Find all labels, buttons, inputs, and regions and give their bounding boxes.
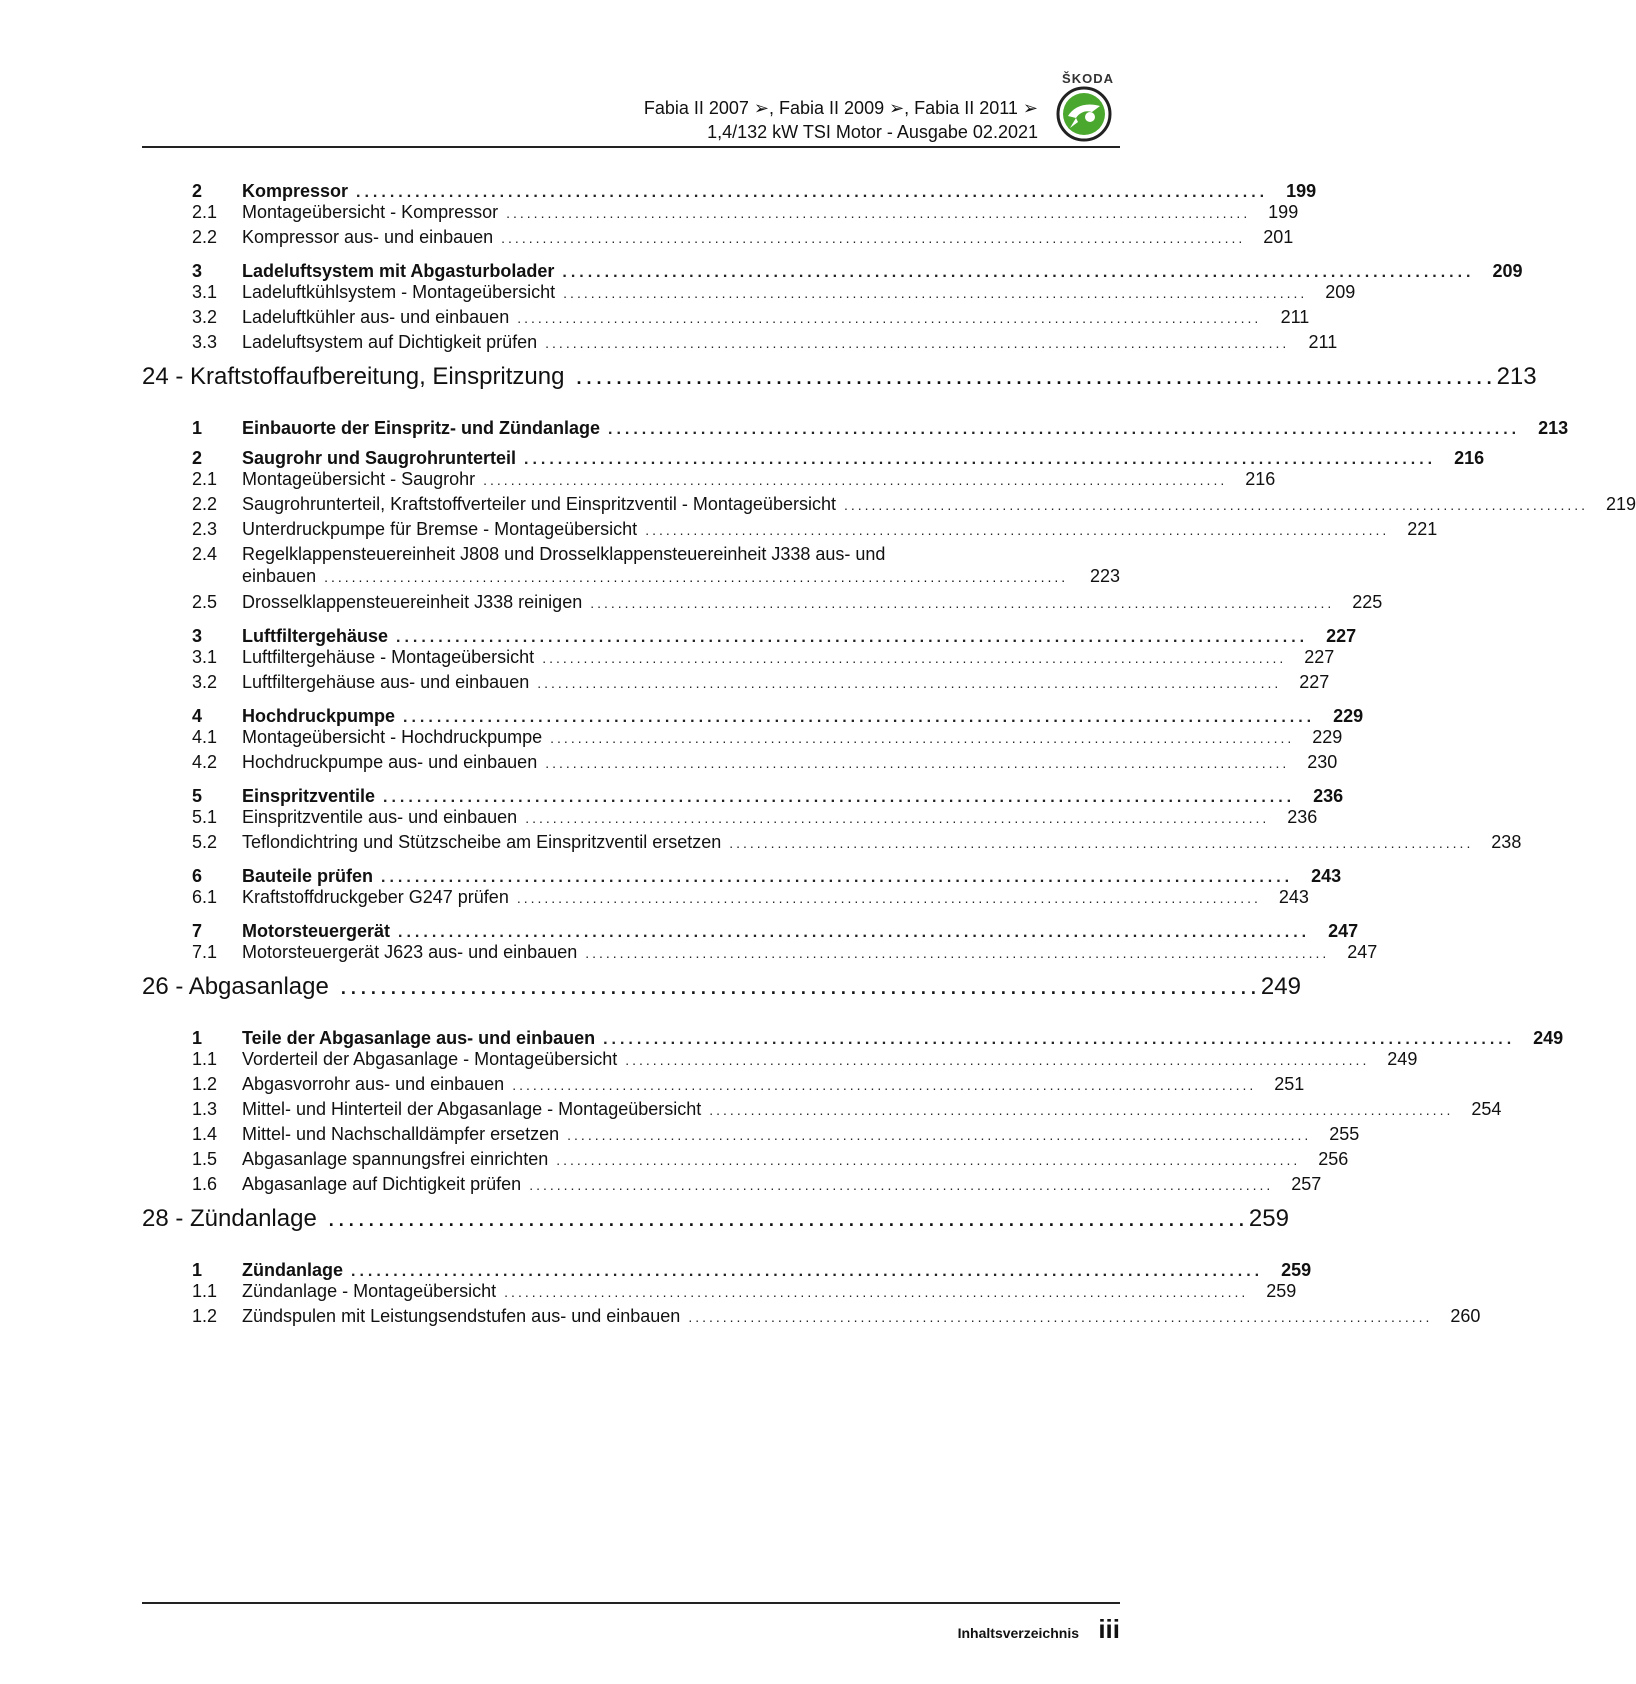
toc-page: 211 <box>1280 307 1310 327</box>
toc-chapter[interactable] <box>142 363 1537 409</box>
toc-page: 247 <box>1328 921 1359 941</box>
toc-entry[interactable] <box>142 887 1309 912</box>
toc-leader: ............................................................................................................ <box>645 522 1390 538</box>
toc-page: 209 <box>1492 261 1523 281</box>
toc-title: Hochdruckpumpe aus- und einbauen <box>242 752 538 772</box>
toc-page: 238 <box>1491 832 1522 852</box>
toc-entry[interactable] <box>142 494 1636 519</box>
toc-entry[interactable] <box>142 807 1318 832</box>
toc-title: Kompressor aus- und einbauen <box>242 227 494 247</box>
toc-title: Kompressor <box>242 181 349 201</box>
toc-title: Einspritzventile aus- und einbauen <box>242 807 518 827</box>
toc-page: 199 <box>1268 202 1299 222</box>
toc-leader: ............................................................................................................ <box>524 451 1437 468</box>
toc-page: 260 <box>1450 1306 1481 1326</box>
toc-number: 3.1 <box>192 282 218 302</box>
toc-title: Abgasanlage auf Dichtigkeit prüfen <box>242 1174 522 1194</box>
toc-title: Hochdruckpumpe <box>242 706 396 726</box>
toc-title: Mittel- und Hinterteil der Abgasanlage - Montageübersicht <box>242 1099 702 1119</box>
toc-leader: ............................................................................................................ <box>403 709 1316 726</box>
toc-number: 1 <box>192 1260 203 1280</box>
toc-number: 3.2 <box>192 672 218 692</box>
toc-page: 227 <box>1326 626 1357 646</box>
header-engine-edition: 1,4/132 kW TSI Motor - Ausgabe 02.2021 <box>707 122 1038 142</box>
toc-chapter-title: 28 - Zündanlage <box>142 1205 317 1232</box>
toc-number: 2.4 <box>192 544 218 564</box>
toc-entry[interactable] <box>142 1049 1418 1074</box>
header-vehicle-models: Fabia II 2007 ➢, Fabia II 2009 ➢, Fabia II 2011 ➢ <box>643 98 1038 118</box>
toc-number: 5 <box>192 786 203 806</box>
toc-title: Saugrohrunterteil, Kraftstoffverteiler und Einspritzventil - Montageübersicht <box>242 494 836 514</box>
toc-leader: ............................................................................................................ <box>608 421 1521 438</box>
toc-title: Luftfiltergehäuse - Montageübersicht <box>242 647 535 667</box>
toc-leader: ............................................................................................ <box>328 1210 1249 1230</box>
toc-leader: ............................................................................................................ <box>324 569 1069 585</box>
toc-entry[interactable] <box>142 647 1335 672</box>
toc-page: 251 <box>1274 1074 1305 1094</box>
toc-page: 236 <box>1313 786 1344 806</box>
toc-leader: ............................................................................................................ <box>529 1177 1274 1193</box>
toc-section[interactable] <box>142 1251 1312 1281</box>
toc-page: 257 <box>1291 1174 1322 1194</box>
toc-title: Teile der Abgasanlage aus- und einbauen <box>242 1028 596 1048</box>
toc-page: 229 <box>1333 706 1364 726</box>
toc-leader: ............................................................................................ <box>340 978 1261 998</box>
footer-divider <box>142 1602 1120 1604</box>
toc-leader: ............................................................................................................ <box>537 675 1282 691</box>
toc-page: 225 <box>1352 592 1383 612</box>
toc-leader: ............................................................................................................ <box>506 205 1251 221</box>
toc-page: 213 <box>1496 363 1537 390</box>
toc-leader: ............................................................................................................ <box>709 1102 1454 1118</box>
toc-number: 2.2 <box>192 494 218 514</box>
toc-title: Montageübersicht - Hochdruckpumpe <box>242 727 543 747</box>
toc-entry[interactable] <box>142 227 1294 252</box>
toc-page: 230 <box>1307 752 1338 772</box>
toc-entry[interactable] <box>142 469 1276 494</box>
toc-page: 249 <box>1260 973 1301 1000</box>
toc-title: Vorderteil der Abgasanlage - Montageübersicht <box>242 1049 618 1069</box>
toc-entry[interactable] <box>142 1306 1481 1331</box>
toc-page: 223 <box>1089 566 1120 586</box>
toc-entry[interactable] <box>142 1281 1297 1306</box>
toc-title: Einbauorte der Einspritz- und Zündanlage <box>242 418 601 438</box>
toc-leader: ............................................................................................................ <box>504 1284 1249 1300</box>
toc-title: Bauteile prüfen <box>242 866 374 886</box>
toc-page: 209 <box>1325 282 1356 302</box>
toc-page: 259 <box>1281 1260 1312 1280</box>
toc-title: Teflondichtring und Stützscheibe am Einspritzventil ersetzen <box>242 832 722 852</box>
toc-title: Zündanlage <box>242 1260 344 1280</box>
toc-entry[interactable] <box>142 1099 1502 1124</box>
toc-number: 6 <box>192 866 203 886</box>
toc-page: 201 <box>1263 227 1294 247</box>
toc-number: 3 <box>192 626 203 646</box>
toc-section[interactable] <box>142 439 1485 469</box>
toc-title: Montageübersicht - Kompressor <box>242 202 499 222</box>
toc-title: Mittel- und Nachschalldämpfer ersetzen <box>242 1124 560 1144</box>
toc-leader: ............................................................................................................ <box>603 1031 1516 1048</box>
toc-leader: ............................................................................................................ <box>396 629 1309 646</box>
toc-number: 1.2 <box>192 1306 218 1326</box>
table-of-contents <box>142 172 1636 1331</box>
toc-entry[interactable] <box>142 282 1356 307</box>
toc-number: 1.2 <box>192 1074 218 1094</box>
toc-page: 221 <box>1407 519 1438 539</box>
toc-entry[interactable] <box>142 832 1522 857</box>
footer-section-label: Inhaltsverzeichnis <box>957 1625 1079 1641</box>
toc-entry[interactable] <box>142 1124 1360 1149</box>
toc-page: 227 <box>1299 672 1330 692</box>
toc-section[interactable] <box>142 409 1569 439</box>
toc-number: 5.2 <box>192 832 218 852</box>
toc-entry[interactable] <box>142 332 1338 357</box>
toc-leader: ............................................................................................................ <box>381 869 1294 886</box>
toc-title: Montageübersicht - Saugrohr <box>242 469 476 489</box>
toc-number: 2.1 <box>192 202 218 222</box>
toc-page: 249 <box>1533 1028 1564 1048</box>
toc-page: 254 <box>1471 1099 1502 1119</box>
toc-page: 236 <box>1287 807 1318 827</box>
toc-section[interactable] <box>142 172 1317 202</box>
toc-leader: ............................................................................................................ <box>590 595 1335 611</box>
toc-page: 199 <box>1286 181 1317 201</box>
toc-entry[interactable] <box>142 1074 1305 1099</box>
toc-number: 3 <box>192 261 203 281</box>
toc-title: Abgasvorrohr aus- und einbauen <box>242 1074 505 1094</box>
toc-page: 216 <box>1454 448 1485 468</box>
toc-number: 7 <box>192 921 203 941</box>
toc-title: Motorsteuergerät <box>242 921 391 941</box>
toc-section[interactable] <box>142 252 1523 282</box>
toc-entry[interactable] <box>142 752 1338 777</box>
toc-leader: ............................................................................................................ <box>351 1263 1264 1280</box>
toc-leader: ............................................................................................................ <box>512 1077 1257 1093</box>
brand-wordmark: ŠKODA <box>1062 71 1114 86</box>
toc-entry[interactable] <box>142 519 1438 544</box>
toc-page: 216 <box>1245 469 1276 489</box>
toc-chapter-title: 26 - Abgasanlage <box>142 973 329 1000</box>
toc-section[interactable] <box>142 912 1359 942</box>
toc-title: Unterdruckpumpe für Bremse - Montageübersicht <box>242 519 638 539</box>
toc-leader: ............................................................................................................ <box>516 890 1261 906</box>
toc-number: 1.1 <box>192 1281 218 1301</box>
toc-number: 1.5 <box>192 1149 218 1169</box>
toc-entry[interactable] <box>142 544 1120 592</box>
toc-number: 7.1 <box>192 942 218 962</box>
toc-page: 219 <box>1606 494 1636 514</box>
toc-entry[interactable] <box>142 1174 1322 1199</box>
toc-leader: ............................................................................................................ <box>501 230 1246 246</box>
footer-page-number: iii <box>1098 1614 1120 1644</box>
toc-title: Abgasanlage spannungsfrei einrichten <box>242 1149 549 1169</box>
toc-leader: ............................................................................................................ <box>585 945 1330 961</box>
toc-section[interactable] <box>142 857 1342 887</box>
toc-title: Ladeluftsystem mit Abgasturbolader <box>242 261 555 281</box>
toc-leader: ............................................................................................................ <box>525 810 1270 826</box>
toc-number: 1.1 <box>192 1049 218 1069</box>
toc-number: 2.3 <box>192 519 218 539</box>
toc-page: 259 <box>1248 1205 1289 1232</box>
toc-page: 211 <box>1308 332 1338 352</box>
toc-chapter[interactable] <box>142 1205 1289 1251</box>
toc-page: 227 <box>1304 647 1335 667</box>
toc-page: 247 <box>1347 942 1378 962</box>
toc-title: Ladeluftkühler aus- und einbauen <box>242 307 510 327</box>
toc-leader: ............................................................................................................ <box>483 472 1228 488</box>
toc-leader: ............................................................................................................ <box>398 924 1311 941</box>
toc-number: 2.2 <box>192 227 218 247</box>
toc-title: Einspritzventile <box>242 786 376 806</box>
page-header <box>142 64 1120 148</box>
toc-title: Zündspulen mit Leistungsendstufen aus- und einbauen <box>242 1306 681 1326</box>
toc-leader: ............................................................................................................ <box>625 1052 1370 1068</box>
toc-page: 243 <box>1278 887 1309 907</box>
toc-entry[interactable] <box>142 202 1299 227</box>
toc-entry[interactable] <box>142 592 1383 617</box>
toc-entry[interactable] <box>142 942 1378 967</box>
toc-title: Ladeluftsystem auf Dichtigkeit prüfen <box>242 332 538 352</box>
toc-number: 1.4 <box>192 1124 218 1144</box>
toc-section[interactable] <box>142 1019 1564 1049</box>
toc-entry[interactable] <box>142 672 1330 697</box>
toc-page: 229 <box>1312 727 1343 747</box>
toc-title: Ladeluftkühlsystem - Montageübersicht <box>242 282 556 302</box>
toc-title: Luftfiltergehäuse aus- und einbauen <box>242 672 530 692</box>
toc-number: 2 <box>192 181 203 201</box>
toc-title: Zündanlage - Montageübersicht <box>242 1281 497 1301</box>
toc-leader: ............................................................................................................ <box>729 835 1474 851</box>
toc-leader: ............................................................................................................ <box>356 184 1269 201</box>
toc-title: Drosselklappensteuereinheit J338 reinigen <box>242 592 583 612</box>
toc-leader: ............................................................................................................ <box>545 335 1290 351</box>
toc-number: 2.1 <box>192 469 218 489</box>
toc-number: 4 <box>192 706 203 726</box>
toc-page: 256 <box>1318 1149 1349 1169</box>
toc-section[interactable] <box>142 777 1344 807</box>
toc-entry[interactable] <box>142 727 1343 752</box>
toc-number: 4.1 <box>192 727 218 747</box>
toc-page: 213 <box>1538 418 1569 438</box>
toc-number: 3.3 <box>192 332 218 352</box>
toc-section[interactable] <box>142 617 1357 647</box>
toc-title: Saugrohr und Saugrohrunterteil <box>242 448 517 468</box>
toc-title-line1: Regelklappensteuereinheit J808 und Drosselklappensteuereinheit J338 aus- und <box>242 544 886 564</box>
toc-leader: ............................................................................................................ <box>545 755 1290 771</box>
toc-page: 259 <box>1266 1281 1297 1301</box>
toc-chapter-title: 24 - Kraftstoffaufbereitung, Einspritzung <box>142 363 565 390</box>
toc-title: Luftfiltergehäuse <box>242 626 389 646</box>
toc-number: 1 <box>192 418 203 438</box>
toc-leader: ............................................................................................................ <box>550 730 1295 746</box>
toc-leader: ............................................................................................................ <box>563 285 1308 301</box>
toc-entry[interactable] <box>142 307 1310 332</box>
toc-number: 3.1 <box>192 647 218 667</box>
toc-number: 2.5 <box>192 592 218 612</box>
toc-leader: ............................................................................................ <box>576 368 1497 388</box>
toc-page: 249 <box>1387 1049 1418 1069</box>
toc-number: 1 <box>192 1028 203 1048</box>
toc-number: 2 <box>192 448 203 468</box>
toc-entry[interactable] <box>142 1149 1349 1174</box>
toc-leader: ............................................................................................................ <box>556 1152 1301 1168</box>
toc-leader: ............................................................................................................ <box>567 1127 1312 1143</box>
toc-leader: ............................................................................................................ <box>843 497 1589 513</box>
toc-leader: ............................................................................................................ <box>688 1309 1433 1325</box>
toc-number: 6.1 <box>192 887 218 907</box>
toc-page: 255 <box>1329 1124 1360 1144</box>
toc-number: 1.3 <box>192 1099 218 1119</box>
toc-title-line2: einbauen <box>242 566 317 586</box>
toc-leader: ............................................................................................................ <box>517 310 1262 326</box>
toc-title: Kraftstoffdruckgeber G247 prüfen <box>242 887 509 907</box>
toc-leader: ............................................................................................................ <box>562 264 1475 281</box>
toc-leader: ............................................................................................................ <box>542 650 1287 666</box>
toc-title: Motorsteuergerät J623 aus- und einbauen <box>242 942 578 962</box>
toc-number: 5.1 <box>192 807 218 827</box>
toc-page: 243 <box>1311 866 1342 886</box>
header-divider <box>142 146 1120 148</box>
toc-number: 4.2 <box>192 752 218 772</box>
toc-chapter[interactable] <box>142 973 1301 1019</box>
toc-number: 1.6 <box>192 1174 218 1194</box>
toc-leader: ............................................................................................................ <box>383 789 1296 806</box>
toc-number: 3.2 <box>192 307 218 327</box>
toc-section[interactable] <box>142 697 1364 727</box>
skoda-logo-icon <box>1056 86 1112 142</box>
